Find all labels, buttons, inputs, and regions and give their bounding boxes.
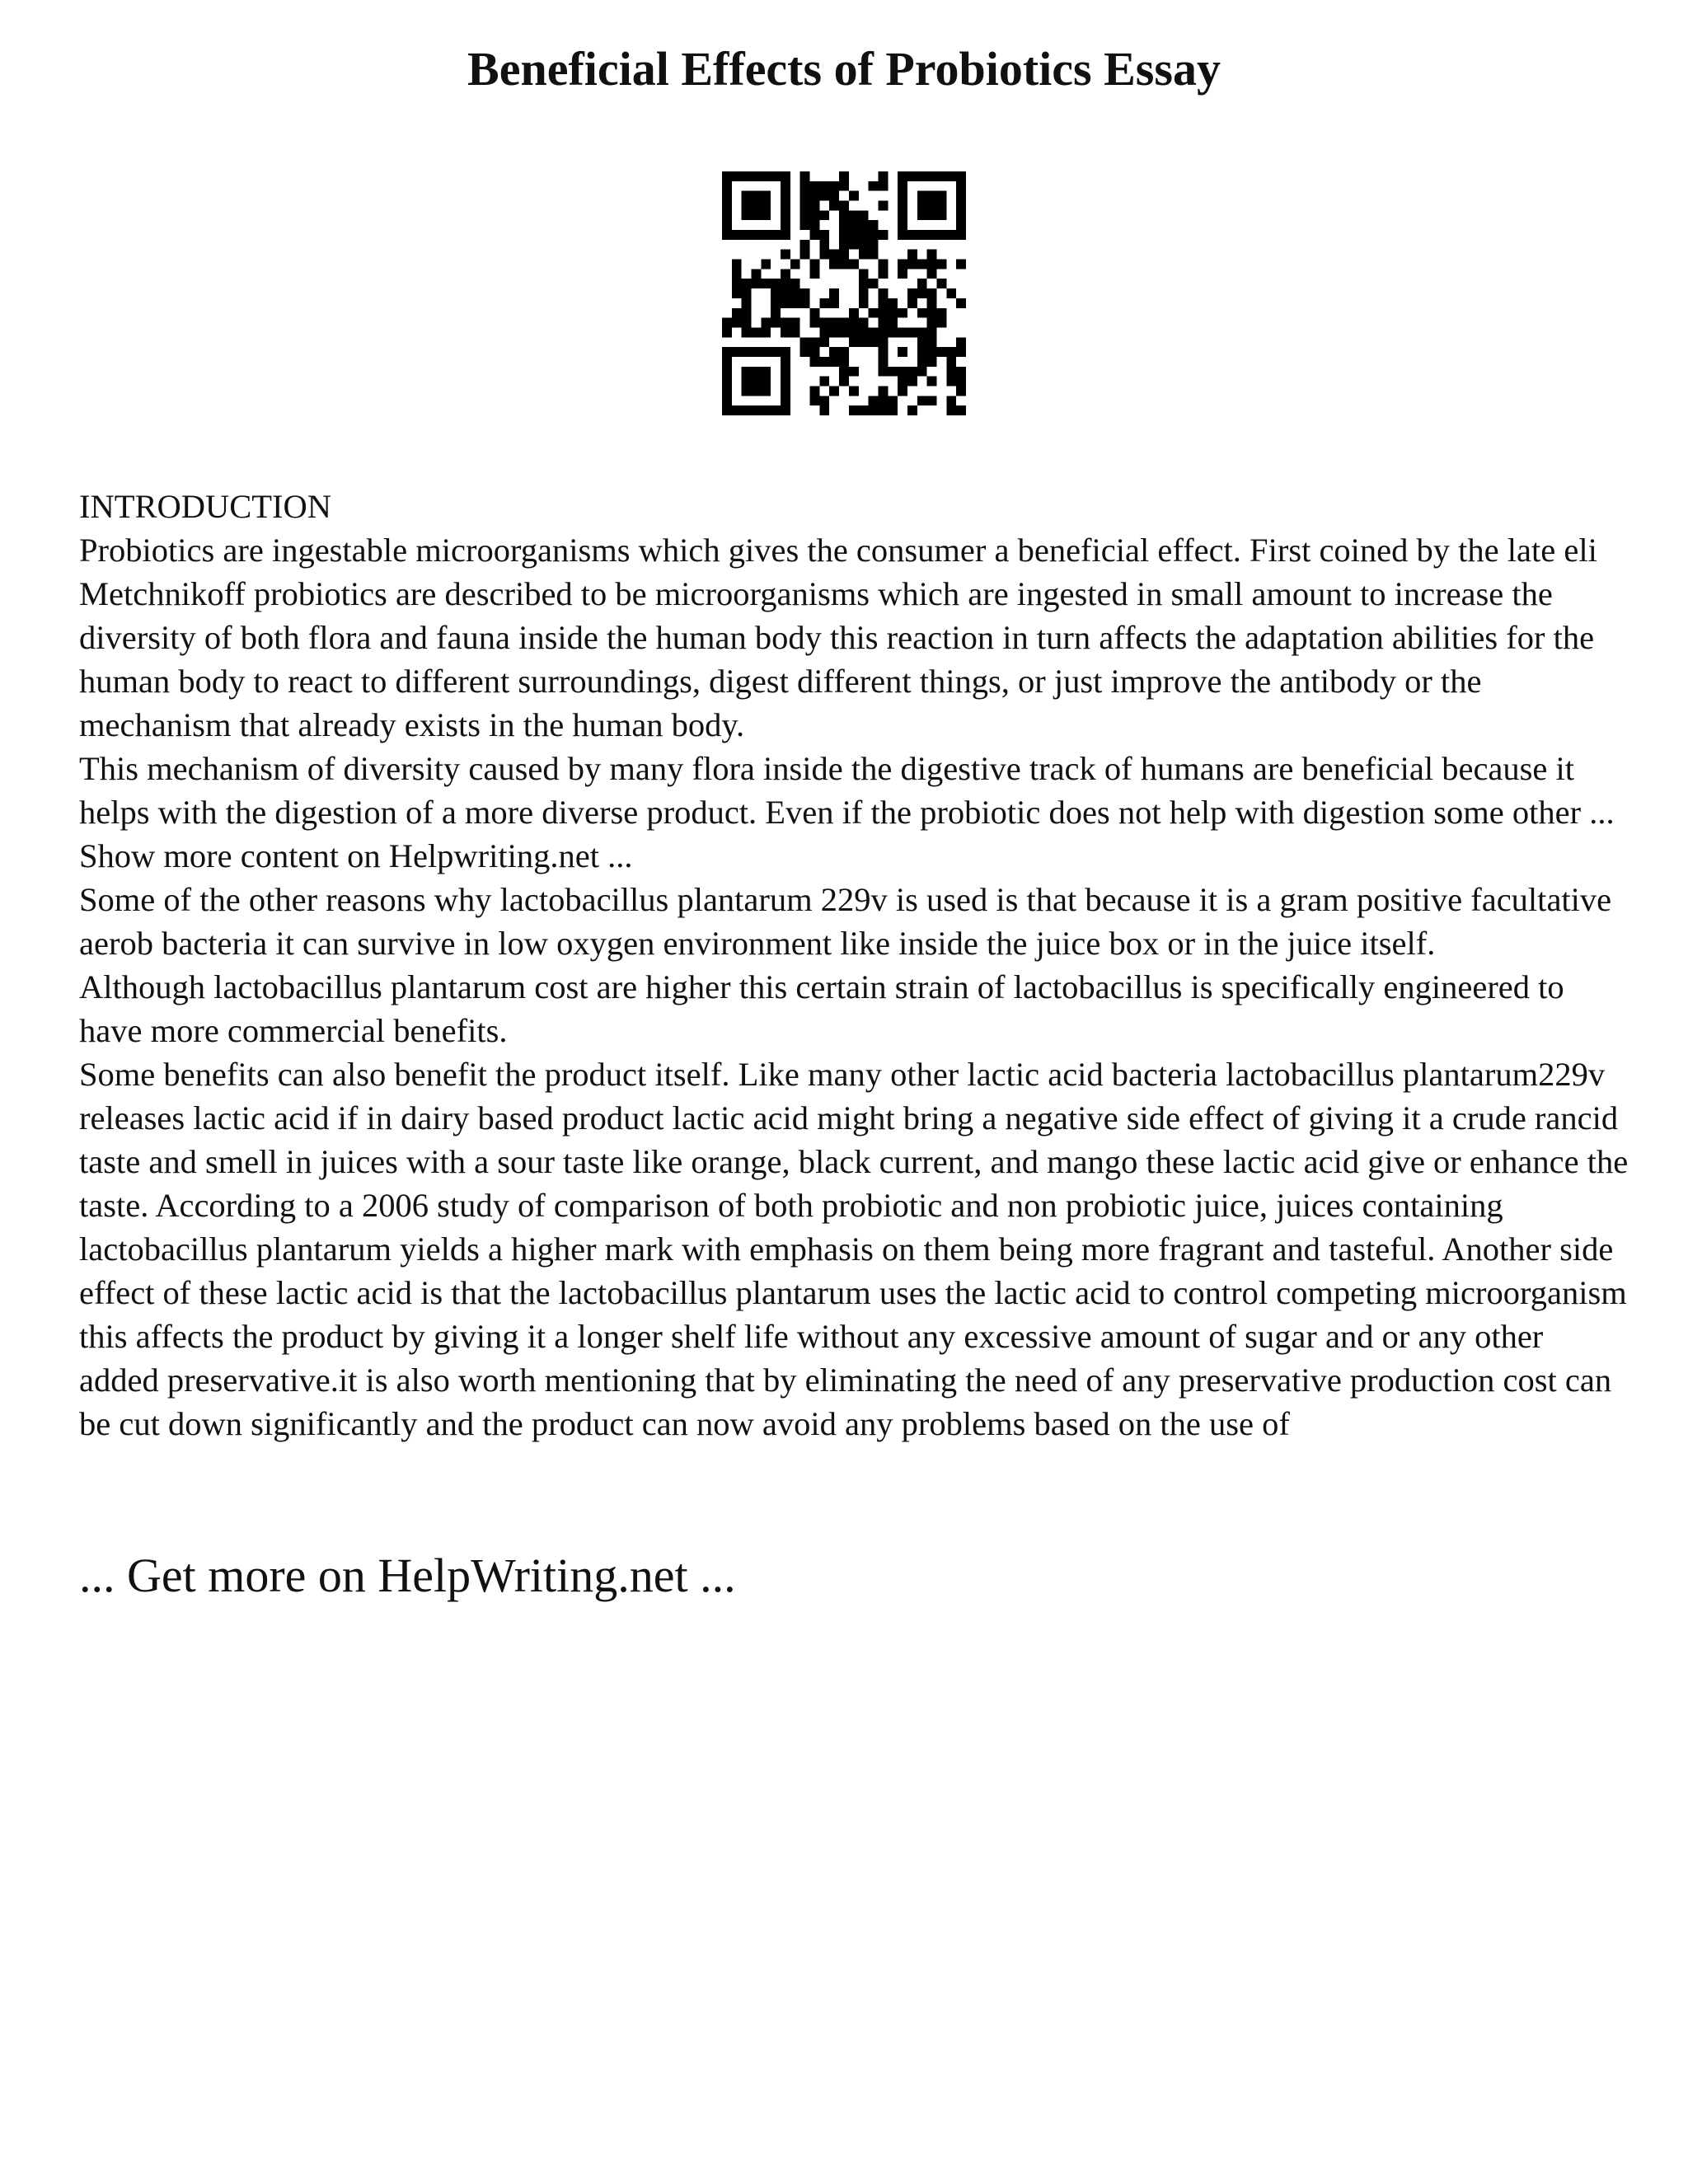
essay-body xyxy=(79,485,1629,1446)
section-heading: INTRODUCTION xyxy=(79,488,331,525)
paragraph-5: Some benefits can also benefit the product itself. Like many other lactic acid bacteria lactobacillus plantarum229v releases lactic acid if in dairy based product lactic acid might bring a negative side effect of giving it a crude rancid taste and smell in juices with a sour taste like orange, black current, and mango these lactic acid give or enhance the taste. According to a 2006 study of comparison of both probiotic and non probiotic juice, juices containing lactobacillus plantarum yields a higher mark with emphasis on them being more fragrant and tasteful. Another side effect of these lactic acid is that the lactobacillus plantarum uses the lactic acid to control competing microorganism this affects the product by giving it a longer shelf life without any excessive amount of sugar and or any other added preservative.it is also worth mentioning that by eliminating the need of any preservative production cost can be cut down significantly and the product can now avoid any problems based on the use of xyxy=(79,1056,1629,1442)
paragraph-1: Probiotics are ingestable microorganisms which gives the consumer a beneficial effect. First coined by the late eli Metchnikoff probiotics are described to be microorganisms which are ingested in small amount to increase the diversity of both flora and fauna inside the human body this reaction in turn affects the adaptation abilities for the human body to react to different surroundings, digest different things, or just improve the antibody or the mechanism that already exists in the human body. xyxy=(79,532,1597,743)
paragraph-3: Some of the other reasons why lactobacillus plantarum 229v is used is that because it is a gram positive facultative aerob bacteria it can survive in low oxygen environment like inside the juice box or in the juice itself. xyxy=(79,881,1612,962)
page-title: Beneficial Effects of Probiotics Essay xyxy=(467,42,1221,96)
paragraph-2: This mechanism of diversity caused by many flora inside the digestive track of humans are beneficial because it helps with the digestion of a more diverse product. Even if the probiotic does not help with digestion some other ... Show more content on Helpwriting.net ... xyxy=(79,750,1615,874)
qr-code-icon xyxy=(722,171,966,415)
paragraph-4: Although lactobacillus plantarum cost are higher this certain strain of lactobacillus is specifically engineered to have more commercial benefits. xyxy=(79,968,1564,1049)
get-more-link[interactable]: ... Get more on HelpWriting.net ... xyxy=(79,1549,736,1602)
